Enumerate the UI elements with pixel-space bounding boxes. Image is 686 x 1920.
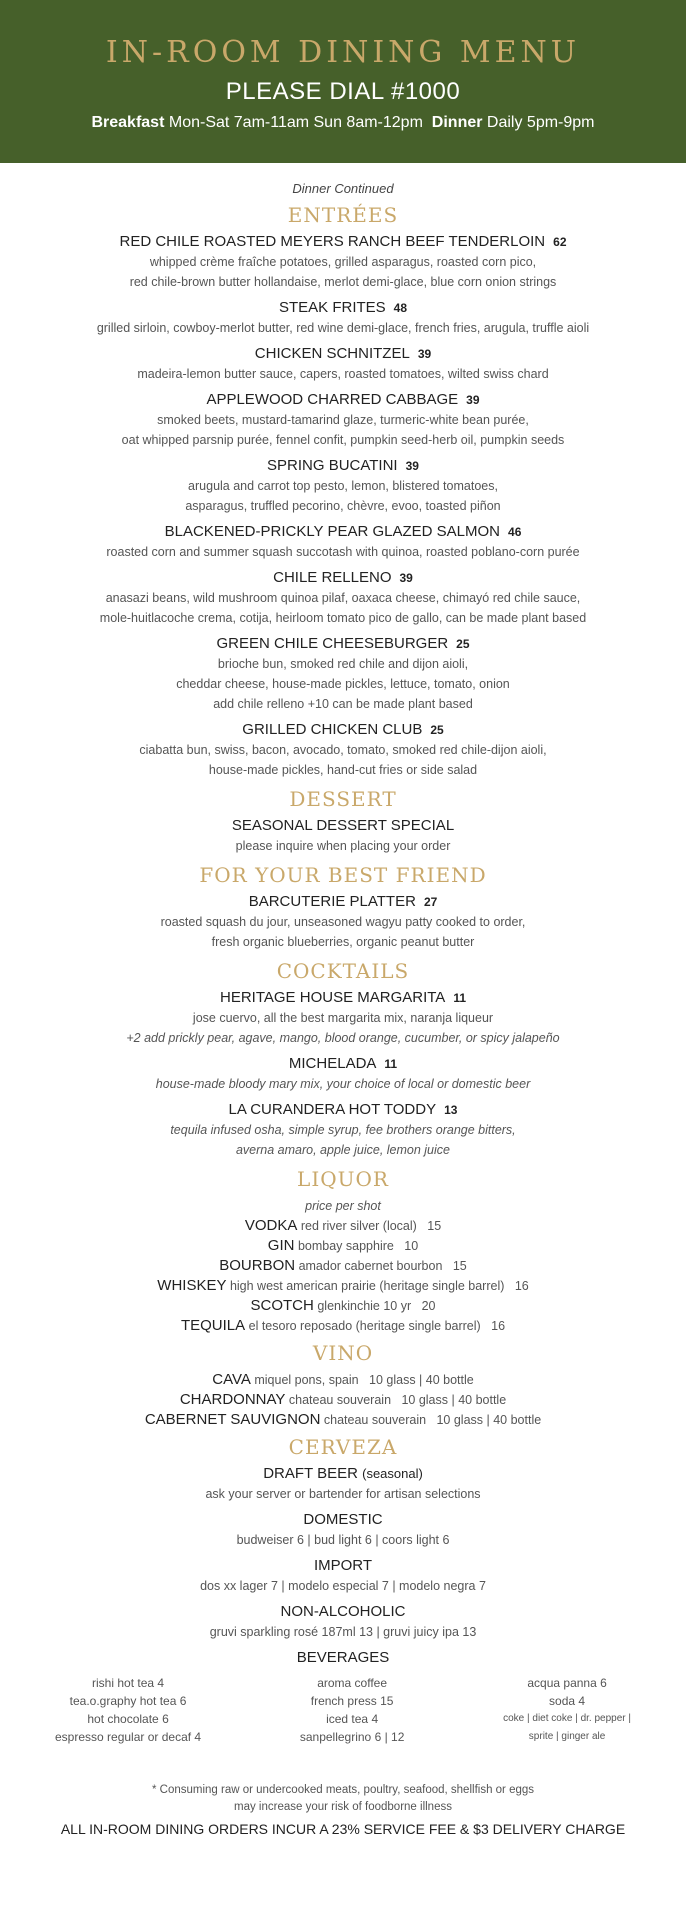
menu-item-price: 48: [393, 301, 408, 315]
menu-item-price: 13: [444, 1103, 458, 1117]
drink-row: [0, 1296, 686, 1316]
beer-group-list: gruvi sparkling rosé 187ml 13 | gruvi juicy ipa 13: [209, 1625, 477, 1639]
drink-detail: red river silver (local): [300, 1219, 417, 1233]
liquor-list: [0, 1216, 686, 1336]
drink-name: TEQUILA: [180, 1317, 246, 1334]
menu-item-name: LA CURANDERA HOT TODDY: [228, 1101, 437, 1118]
drink-price: 10 glass | 40 bottle: [369, 1373, 474, 1387]
menu-item-heading: [0, 892, 686, 912]
menu-item-price: 46: [508, 525, 522, 539]
draft-beer-name: DRAFT BEER: [263, 1465, 358, 1482]
drink-detail: bombay sapphire: [297, 1239, 394, 1253]
menu-item-price: 39: [405, 459, 419, 473]
menu-item-heading: [0, 232, 686, 252]
beverage-item: sanpellegrino 6 | 12: [299, 1730, 405, 1744]
menu-item-name: BLACKENED-PRICKLY PEAR GLAZED SALMON: [164, 523, 501, 540]
drink-price: 15: [452, 1259, 467, 1273]
beer-group-title: IMPORT: [313, 1557, 373, 1574]
menu-body: [0, 163, 686, 1838]
menu-item-name: GRILLED CHICKEN CLUB: [242, 721, 423, 738]
service-charge-notice: ALL IN-ROOM DINING ORDERS INCUR A 23% SERVICE FEE & $3 DELIVERY CHARGE: [60, 1821, 626, 1837]
menu-item: [0, 568, 686, 628]
warning-line-1: * Consuming raw or undercooked meats, poultry, seafood, shellfish or eggs: [151, 1784, 535, 1796]
menu-item-price: 39: [399, 571, 413, 585]
menu-item-description: anasazi beans, wild mushroom quinoa pilaf, oaxaca cheese, chimayó red chile sauce,: [105, 591, 581, 605]
menu-item: [0, 232, 686, 292]
beverages-title: BEVERAGES: [296, 1649, 390, 1666]
menu-item-description: ciabatta bun, swiss, bacon, avocado, tomato, smoked red chile-dijon aioli,: [139, 743, 547, 757]
drink-name: BOURBON: [219, 1257, 296, 1274]
menu-item-price: 25: [430, 723, 444, 737]
menu-item: [0, 390, 686, 450]
beverage-item: acqua panna 6: [527, 1676, 607, 1690]
menu-item-description: +2 add prickly pear, agave, mango, blood orange, cucumber, or spicy jalapeño: [126, 1031, 560, 1045]
beverages-column-2: [300, 1674, 405, 1746]
drink-row: [0, 1276, 686, 1296]
beer-group-title: NON-ALCOHOLIC: [280, 1603, 406, 1620]
beverage-item: coke | diet coke | dr. pepper |: [503, 1713, 631, 1724]
drink-detail: high west american prairie (heritage single barrel): [229, 1279, 505, 1293]
draft-beer-desc: ask your server or bartender for artisan selections: [205, 1487, 481, 1501]
drink-row: [0, 1236, 686, 1256]
menu-item-description: tequila infused osha, simple syrup, fee brothers orange bitters,: [170, 1123, 516, 1137]
menu-item-description: grilled sirloin, cowboy-merlot butter, red wine demi-glace, french fries, arugula, truffle aioli: [96, 321, 590, 335]
drink-row: [0, 1256, 686, 1276]
cocktails-list: [0, 988, 686, 1160]
section-liquor-title: LIQUOR: [297, 1167, 389, 1191]
drink-price: 15: [427, 1219, 442, 1233]
menu-item-price: 25: [456, 637, 470, 651]
dinner-hours: Daily 5pm-9pm: [486, 114, 595, 131]
menu-item-description: red chile-brown butter hollandaise, merlot demi-glace, blue corn onion strings: [129, 275, 557, 289]
menu-item-description: roasted squash du jour, unseasoned wagyu patty cooked to order,: [160, 915, 526, 929]
beer-groups: [0, 1510, 686, 1642]
menu-item: [0, 1100, 686, 1160]
drink-name: CAVA: [212, 1371, 251, 1388]
drink-name: SCOTCH: [250, 1297, 314, 1314]
menu-item-name: APPLEWOOD CHARRED CABBAGE: [206, 391, 459, 408]
liquor-note: price per shot: [305, 1199, 381, 1213]
menu-item-description: please inquire when placing your order: [235, 839, 451, 853]
menu-item-heading: [0, 720, 686, 740]
draft-beer: [0, 1464, 686, 1484]
menu-header: [0, 0, 686, 163]
menu-item-description: house-made pickles, hand-cut fries or side salad: [208, 763, 478, 777]
menu-item-heading: [0, 344, 686, 364]
entrees-list: [0, 232, 686, 780]
drink-price: 10 glass | 40 bottle: [401, 1393, 507, 1407]
menu-item-name: MICHELADA: [288, 1055, 377, 1072]
beverage-item: hot chocolate 6: [87, 1712, 169, 1726]
menu-item-description: fresh organic blueberries, organic peanut butter: [211, 935, 475, 949]
drink-row: [0, 1316, 686, 1336]
beverage-item: rishi hot tea 4: [92, 1676, 165, 1690]
menu-title: IN-ROOM DINING MENU: [105, 35, 581, 70]
menu-item: [0, 1054, 686, 1094]
drink-name: GIN: [267, 1237, 295, 1254]
beer-group-list: budweiser 6 | bud light 6 | coors light 6: [236, 1533, 450, 1547]
dessert-list: [0, 816, 686, 856]
menu-item-description: house-made bloody mary mix, your choice of local or domestic beer: [155, 1077, 531, 1091]
menu-item-heading: [0, 988, 686, 1008]
section-cocktails-title: COCKTAILS: [276, 959, 410, 983]
menu-item-name: HERITAGE HOUSE MARGARITA: [220, 989, 446, 1006]
menu-item-description: smoked beets, mustard-tamarind glaze, turmeric-white bean purée,: [157, 413, 529, 427]
section-pets-title: FOR YOUR BEST FRIEND: [199, 863, 487, 887]
beverages-column-3: [503, 1674, 631, 1746]
section-vino-title: VINO: [312, 1341, 374, 1365]
menu-item-name: GREEN CHILE CHEESEBURGER: [216, 635, 449, 652]
beer-group-list: dos xx lager 7 | modelo especial 7 | modelo negra 7: [200, 1579, 486, 1593]
menu-item-name: CHICKEN SCHNITZEL: [254, 345, 410, 362]
menu-item-name: RED CHILE ROASTED MEYERS RANCH BEEF TENDERLOIN: [119, 233, 546, 250]
breakfast-label: Breakfast: [91, 114, 165, 131]
drink-price: 20: [421, 1299, 436, 1313]
menu-item-description: whipped crème fraîche potatoes, grilled asparagus, roasted corn pico,: [149, 255, 537, 269]
beer-group-title: DOMESTIC: [303, 1511, 383, 1528]
warning-line-2: may increase your risk of foodborne illness: [234, 1801, 452, 1813]
drink-detail: miquel pons, spain: [254, 1373, 359, 1387]
beverage-item: aroma coffee: [317, 1676, 388, 1690]
menu-item-description: arugula and carrot top pesto, lemon, blistered tomatoes,: [188, 479, 498, 493]
menu-item: [0, 892, 686, 952]
drink-price: 16: [491, 1319, 506, 1333]
menu-item-heading: [0, 1054, 686, 1074]
menu-item: [0, 298, 686, 338]
drink-detail: chateau souverain: [288, 1393, 392, 1407]
menu-item: [0, 456, 686, 516]
menu-item-price: 62: [553, 235, 567, 249]
draft-beer-tag: (seasonal): [362, 1466, 423, 1481]
menu-item-heading: [0, 390, 686, 410]
menu-item-description: roasted corn and summer squash succotash with quinoa, roasted poblano-corn purée: [106, 545, 580, 559]
drink-row: [0, 1216, 686, 1236]
beverage-item: sprite | ginger ale: [528, 1731, 606, 1742]
service-hours: [0, 113, 686, 133]
menu-item: [0, 720, 686, 780]
menu-item-name: CHILE RELLENO: [273, 569, 392, 586]
drink-name: VODKA: [244, 1217, 298, 1234]
menu-item-heading: [0, 816, 686, 836]
menu-item-name: STEAK FRITES: [278, 299, 386, 316]
menu-item-name: SEASONAL DESSERT SPECIAL: [231, 817, 455, 834]
drink-name: WHISKEY: [157, 1277, 227, 1294]
menu-item-description: mole-huitlacoche crema, cotija, heirloom tomato pico de gallo, can be made plant based: [99, 611, 587, 625]
beverages-column-1: [55, 1674, 201, 1746]
beverage-item: soda 4: [549, 1694, 586, 1708]
menu-item-price: 39: [466, 393, 480, 407]
section-cerveza-title: CERVEZA: [288, 1435, 398, 1459]
drink-detail: el tesoro reposado (heritage single barrel): [248, 1319, 481, 1333]
drink-detail: glenkinchie 10 yr: [317, 1299, 412, 1313]
menu-item: [0, 816, 686, 856]
section-entrees-title: ENTRÉES: [287, 203, 399, 227]
dial-number: PLEASE DIAL #1000: [225, 78, 461, 105]
beverage-item: tea.o.graphy hot tea 6: [69, 1694, 187, 1708]
drink-row: [0, 1370, 686, 1390]
dinner-continued-note: Dinner Continued: [292, 181, 394, 196]
pets-list: [0, 892, 686, 952]
beverage-item: espresso regular or decaf 4: [55, 1730, 202, 1744]
drink-price: 10: [404, 1239, 419, 1253]
menu-item-description: madeira-lemon butter sauce, capers, roasted tomatoes, wilted swiss chard: [137, 367, 549, 381]
menu-item-price: 27: [423, 895, 438, 909]
drink-name: CHARDONNAY: [179, 1391, 286, 1408]
menu-item-heading: [0, 298, 686, 318]
beverages-columns: [0, 1674, 686, 1746]
menu-item: [0, 344, 686, 384]
menu-item: [0, 988, 686, 1048]
menu-item: [0, 634, 686, 714]
drink-row: [0, 1390, 686, 1410]
drink-name: CABERNET SAUVIGNON: [144, 1411, 321, 1428]
menu-item-price: 11: [384, 1057, 398, 1071]
menu-item-description: jose cuervo, all the best margarita mix, naranja liqueur: [192, 1011, 494, 1025]
vino-list: [0, 1370, 686, 1430]
menu-item-description: averna amaro, apple juice, lemon juice: [235, 1143, 450, 1157]
menu-item-heading: [0, 1100, 686, 1120]
menu-item-name: SPRING BUCATINI: [267, 457, 398, 474]
foodborne-warning: [0, 1782, 686, 1816]
drink-detail: amador cabernet bourbon: [298, 1259, 443, 1273]
section-dessert-title: DESSERT: [289, 787, 397, 811]
menu-item-description: cheddar cheese, house-made pickles, lettuce, tomato, onion: [176, 677, 510, 691]
menu-item-description: add chile relleno +10 can be made plant based: [213, 697, 473, 711]
dinner-label: Dinner: [431, 114, 483, 131]
menu-item: [0, 522, 686, 562]
beverage-item: iced tea 4: [326, 1712, 379, 1726]
breakfast-hours: Mon-Sat 7am-11am Sun 8am-12pm: [168, 114, 423, 131]
menu-item-description: brioche bun, smoked red chile and dijon aioli,: [217, 657, 469, 671]
menu-item-price: 39: [417, 347, 432, 361]
menu-item-heading: [0, 456, 686, 476]
menu-item-heading: [0, 634, 686, 654]
menu-item-heading: [0, 568, 686, 588]
drink-row: [0, 1410, 686, 1430]
drink-price: 10 glass | 40 bottle: [436, 1413, 542, 1427]
beverage-item: french press 15: [310, 1694, 394, 1708]
menu-item-description: asparagus, truffled pecorino, chèvre, evoo, toasted piñon: [185, 499, 501, 513]
drink-detail: chateau souverain: [323, 1413, 427, 1427]
menu-item-price: 11: [453, 991, 466, 1005]
menu-item-name: BARCUTERIE PLATTER: [248, 893, 416, 910]
menu-item-heading: [0, 522, 686, 542]
drink-price: 16: [514, 1279, 529, 1293]
menu-item-description: oat whipped parsnip purée, fennel confit, pumpkin seed-herb oil, pumpkin seeds: [121, 433, 565, 447]
